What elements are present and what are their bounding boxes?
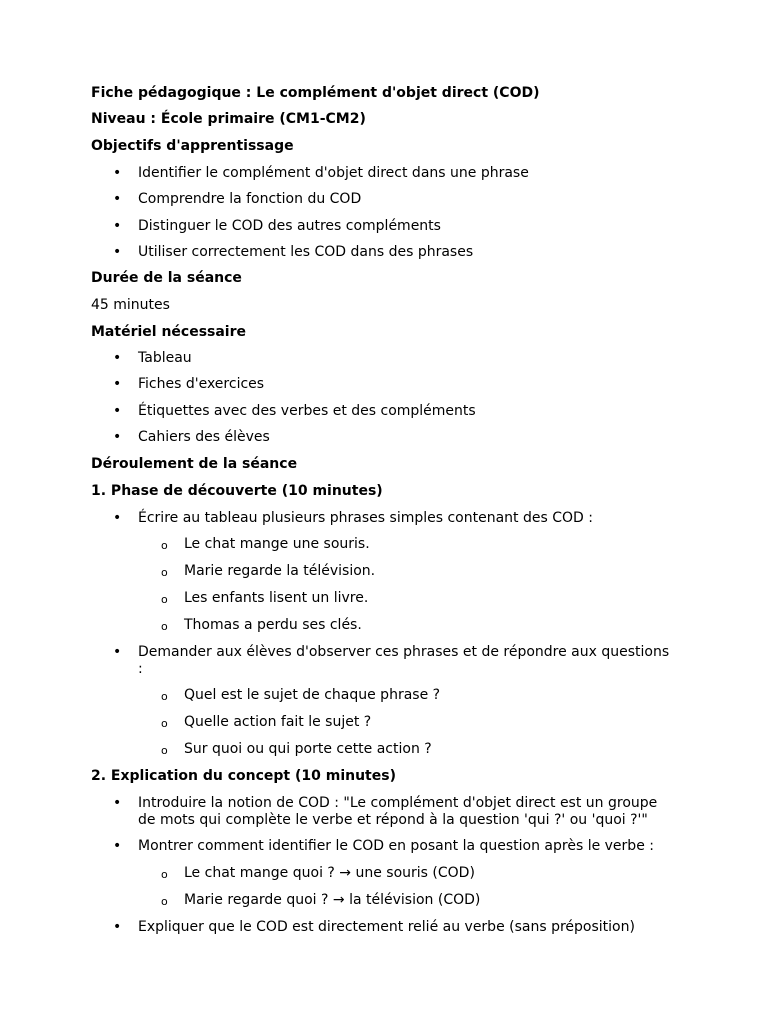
sub-bullet-icon: o — [161, 539, 168, 552]
sub-bullet-icon: o — [161, 717, 168, 730]
duration-value: 45 minutes — [91, 297, 170, 313]
material-item: Tableau — [138, 350, 192, 366]
phase2-item: Montrer comment identifier le COD en posant la question après le verbe : — [138, 838, 654, 854]
sub-bullet-icon: o — [161, 868, 168, 881]
bullet-icon: • — [113, 403, 122, 419]
sub-bullet-icon: o — [161, 744, 168, 757]
bullet-icon: • — [113, 429, 122, 445]
phase1-sub-item: Quelle action fait le sujet ? — [184, 714, 372, 730]
bullet-icon: • — [113, 919, 122, 935]
phase1-item: Écrire au tableau plusieurs phrases simples contenant des COD : — [138, 510, 593, 526]
bullet-icon: • — [113, 218, 122, 234]
bullet-icon: • — [113, 165, 122, 181]
objective-item: Identifier le complément d'objet direct dans une phrase — [138, 165, 529, 181]
sub-bullet-icon: o — [161, 566, 168, 579]
objective-item: Comprendre la fonction du COD — [138, 191, 362, 207]
bullet-icon: • — [113, 191, 122, 207]
materials-heading: Matériel nécessaire — [91, 324, 247, 340]
bullet-icon: • — [113, 244, 122, 260]
bullet-icon: • — [113, 376, 122, 392]
phase1-sub-item: Thomas a perdu ses clés. — [184, 617, 362, 633]
material-item: Étiquettes avec des verbes et des compléments — [138, 403, 476, 419]
phase2-item: Expliquer que le COD est directement relié au verbe (sans préposition) — [138, 919, 635, 935]
sub-bullet-icon: o — [161, 895, 168, 908]
sub-bullet-icon: o — [161, 593, 168, 606]
objective-item: Distinguer le COD des autres compléments — [138, 218, 441, 234]
phase2-heading: 2. Explication du concept (10 minutes) — [91, 768, 396, 784]
bullet-icon: • — [113, 510, 122, 526]
phase1-item: Demander aux élèves d'observer ces phrases et de répondre aux questions — [138, 644, 670, 660]
phase1-heading: 1. Phase de découverte (10 minutes) — [91, 483, 383, 499]
duration-heading: Durée de la séance — [91, 270, 242, 286]
objectives-heading: Objectifs d'apprentissage — [91, 138, 294, 154]
bullet-icon: • — [113, 644, 122, 660]
phase1-sub-item: Quel est le sujet de chaque phrase ? — [184, 687, 441, 703]
document-title: Fiche pédagogique : Le complément d'objet direct (COD) — [91, 85, 540, 101]
phase2-sub-item: Le chat mange quoi ? → une souris (COD) — [184, 865, 475, 881]
sub-bullet-icon: o — [161, 620, 168, 633]
phase1-sub-item: Marie regarde la télévision. — [184, 563, 376, 579]
phase2-sub-item: Marie regarde quoi ? → la télévision (COD) — [184, 892, 481, 908]
phase1-item-continuation: : — [138, 661, 143, 677]
phase2-item: Introduire la notion de COD : "Le complément d'objet direct est un groupe — [138, 795, 658, 811]
sub-bullet-icon: o — [161, 690, 168, 703]
material-item: Cahiers des élèves — [138, 429, 270, 445]
objective-item: Utiliser correctement les COD dans des phrases — [138, 244, 474, 260]
progress-heading: Déroulement de la séance — [91, 456, 298, 472]
phase1-sub-item: Le chat mange une souris. — [184, 536, 370, 552]
phase2-item-continuation: de mots qui complète le verbe et répond à la question 'qui ?' ou 'quoi ?'" — [138, 812, 648, 828]
bullet-icon: • — [113, 795, 122, 811]
bullet-icon: • — [113, 350, 122, 366]
material-item: Fiches d'exercices — [138, 376, 265, 392]
bullet-icon: • — [113, 838, 122, 854]
phase1-sub-item: Sur quoi ou qui porte cette action ? — [184, 741, 432, 757]
level-line: Niveau : École primaire (CM1-CM2) — [91, 111, 366, 127]
phase1-sub-item: Les enfants lisent un livre. — [184, 590, 369, 606]
